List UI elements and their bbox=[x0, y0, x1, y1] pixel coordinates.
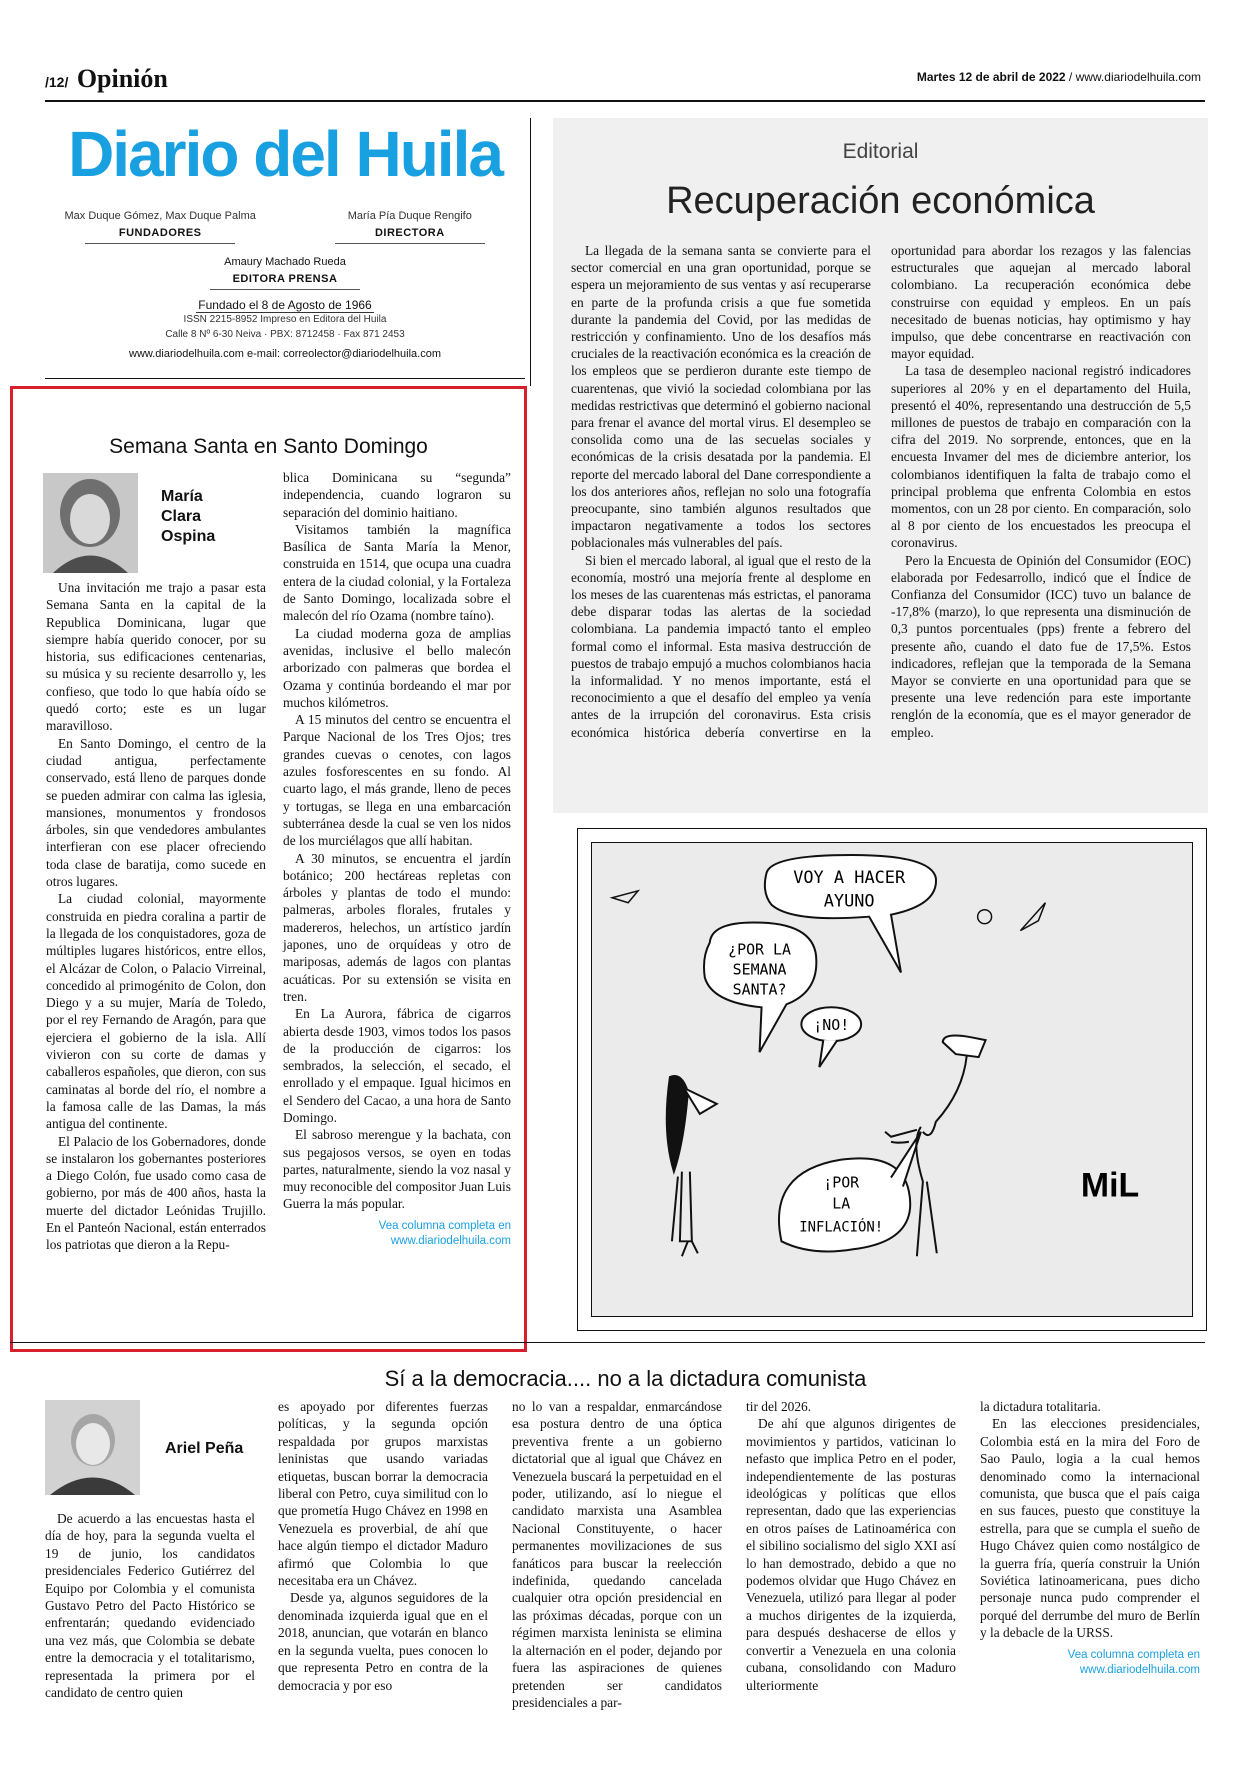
paper-plane-doodle bbox=[612, 891, 638, 903]
cartoon-frame bbox=[577, 828, 1207, 1331]
opinion-column-santo-domingo bbox=[10, 386, 527, 1352]
column-paragraph: En La Aurora, fábrica de cigarros abierta desde 1903, vimos todos los pasos de la producción de cigarros: los sembrados, la selección, el secado, el enrollado y el empaque. Igual hicimos en el Sendero del Cacao, a una hora de Santo Domingo. bbox=[283, 1006, 511, 1125]
address-line: Calle 8 Nº 6-30 Neiva · PBX: 8712458 · Fax 871 2453 bbox=[165, 329, 405, 340]
editorial-title: Recuperación económica bbox=[666, 180, 1095, 222]
column-paragraph: En las elecciones presidenciales, Colombia está en la mira del Foro de Sao Paulo, logia a la cual hemos denominado como la internacional comunista, que busca que el país caiga en sus fauces, puesto que constituye la estrella, para que se cumpla el sueño de Hugo Chávez quien como nostálgico de la guerra fría, quería construir la Unión Soviética latinoamericana, pues dicho personaje nunca pudo comprender el porqué del derrumbe del muro de Berlín y la debacle de la URSS. bbox=[980, 1416, 1200, 1641]
editorial-box bbox=[553, 118, 1208, 813]
author-first-name: María bbox=[161, 488, 203, 505]
column-paragraph: la dictadura totalitaria. bbox=[980, 1399, 1101, 1414]
column-author-2: Ariel Peña bbox=[165, 1440, 244, 1457]
masthead bbox=[45, 110, 525, 380]
column-title-2: Sí a la democracia.... no a la dictadura comunista bbox=[384, 1366, 867, 1391]
full-column-link[interactable] bbox=[283, 1219, 511, 1249]
founded-date bbox=[45, 298, 525, 312]
editor-rule bbox=[210, 289, 360, 290]
web-email-line[interactable]: www.diariodelhuila.com e-mail: correolector@diariodelhuila.com bbox=[129, 348, 441, 360]
column-paragraph: blica Dominicana su “segunda” independencia, cuando lograron su separación del dominio haitiano. bbox=[283, 470, 511, 520]
speech-bubble-3-tail bbox=[819, 1040, 837, 1067]
editorial-body bbox=[571, 242, 1191, 802]
column-2-text-5 bbox=[980, 1398, 1200, 1678]
editor-role: EDITORA PRENSA bbox=[232, 273, 338, 285]
bubble-4-line-3: INFLACIÓN! bbox=[799, 1219, 884, 1236]
author-photo bbox=[43, 473, 138, 573]
director-rule bbox=[335, 243, 485, 244]
page-header-right bbox=[917, 70, 1201, 84]
issue-date: Martes 12 de abril de 2022 bbox=[916, 70, 1066, 84]
header-website: / www.diariodelhuila.com bbox=[1065, 70, 1201, 84]
column-author bbox=[161, 487, 215, 547]
bubble-2-line-3: SANTA? bbox=[732, 980, 787, 999]
editorial-paragraph: La llegada de la semana santa se convierte para el sector comercial en una gran oportunidad, porque se espera un mejoramiento de sus ventas y así recuperarse en parte de la profunda crisis a que fue sometida durante la pandemia del Covid, por las medidas de restricción y confinamiento. Uno de los desafíos más cruciales de la reactivación económica es la creación de los empleos que se perdieron durante este tiempo de cuarentenas, que vivió la sociedad colombiana por las medidas restrictivas que determinó el gobierno nacional para frenar el avance del mortal virus. El desempleo se consolida como una de las secuelas sociales y económicas de la crisis desatada por la pandemia. El reporte del mercado laboral del Dane correspondiente a los dos anteriores años, reflejan no solo una fotografía preocupante, sino también algunos resultados que impactaron negativamente a todos los sectores poblacionales más vulnerables del país. bbox=[571, 243, 871, 551]
column-text-2 bbox=[283, 469, 511, 1249]
cartoon-drawing bbox=[592, 843, 1192, 1316]
link-text: Vea columna completa en bbox=[378, 1219, 511, 1232]
column-text-1 bbox=[46, 579, 266, 1254]
column-paragraph: Visitamos también la magnífica Basílica de Santa María la Menor, construida en 1514, que ocupa una cuadra entera de la ciudad colonial, y la Fortaleza de Santo Domingo, localizada sobre el malecón del río Ozama (nombre taíno). bbox=[283, 521, 511, 624]
bubble-2-line-2: SEMANA bbox=[732, 960, 787, 979]
founders-rule bbox=[85, 243, 235, 244]
column-title: Semana Santa en Santo Domingo bbox=[109, 435, 428, 458]
editor-name: Amaury Machado Rueda bbox=[224, 256, 346, 268]
editorial-paragraph: La tasa de desempleo nacional registró indicadores superiores al 20% y en el departamento del Huila, presentó el 40%, representando una destrucción de 5,5 millones de puestos de trabajo en comparación con la cifra del 2019. No sorprende, entonces, que en la encuesta Invamer del mes de diciembre anterior, los colombianos identifiquen la falta de trabajo como el principal problema que enfrenta Colombia en estos momentos, con un 28 por ciento. En comparación, solo al 8 por ciento de los encuestados les preocupa el coronavirus. bbox=[891, 363, 1191, 551]
author-last-name: Ospina bbox=[161, 528, 216, 545]
director-block bbox=[295, 210, 525, 244]
plane-doodle bbox=[1020, 903, 1045, 931]
column-paragraph: Desde ya, algunos seguidores de la denominada izquierda igual que en el 2018, anuncian, que votarán en blanco en la segunda vuelta, pues conocen lo que representa Petro en contra de la democracia y por eso bbox=[278, 1590, 488, 1693]
founders-role: FUNDADORES bbox=[118, 227, 202, 239]
column-2-text-3 bbox=[512, 1398, 722, 1711]
column-paragraph: tir del 2026. bbox=[746, 1399, 812, 1414]
column-paragraph: La ciudad colonial, mayormente construida en piedra coralina a partir de la llegada de los conquistadores, goza de múltiples lugares históricos, entre ellos, el Alcázar de Colon, o Palacio Virreinal, concedido al primogénito de Colon, don Diego y a su mujer, María de Toledo, por el rey Fernando de Aragón, para que ejerciera el gobierno de la isla. Allí vivieron con su corte de damas y caballeros españoles, que dieron, con sus caminatas al borde del río, el nombre a la famosa calle de las Damas, la más antigua del continente. bbox=[46, 891, 266, 1132]
author-photo-2 bbox=[45, 1400, 140, 1495]
author-portrait-icon-2 bbox=[45, 1400, 140, 1495]
link-url-2[interactable]: www.diariodelhuila.com bbox=[1079, 1663, 1200, 1676]
header-rule bbox=[45, 100, 1205, 102]
page-header-left bbox=[45, 64, 168, 94]
link-url[interactable]: www.diariodelhuila.com bbox=[390, 1234, 511, 1247]
founded-text: Fundado el 8 de Agosto de 1966 bbox=[198, 298, 372, 312]
full-column-link-2[interactable] bbox=[980, 1648, 1200, 1678]
column-paragraph: La ciudad moderna goza de amplias avenidas, inclusive el bello malecón arborizado con palmeras que bordea el Ozama y continúa bordeando el mar por muchos kilómetros. bbox=[283, 625, 511, 710]
column-paragraph: Una invitación me trajo a pasar esta Semana Santa en la capital de la Republica Dominicana, lugar que siempre había querido conocer, por su historia, sus edificaciones centenarias, su música y su reciente desarrollo y, les confieso, que todo lo que había oído se quedó corto; este es un lugar maravilloso. bbox=[46, 580, 266, 734]
column-divider bbox=[530, 118, 531, 386]
column-paragraph: A 15 minutos del centro se encuentra el Parque Nacional de los Tres Ojos; tres grandes cuevas o cenotes, con lagos azules fosforescentes en su fondo. Al cuarto lago, el más grande, lleno de peces y tortugas, se llega en una embarcación subterránea desde la cual se ven los nidos de los murciélagos que allí habitan. bbox=[283, 712, 511, 849]
editorial-kicker: Editorial bbox=[842, 140, 919, 163]
column-paragraph: De acuerdo a las encuestas hasta el día de hoy, para la segunda vuelta el 19 de junio, los candidatos presidenciales Federico Gutiérrez del Equipo por Colombia y el comunista Gustavo Petro del Pacto Histórico se enfrentarán; quedando evidenciado una vez más, que Colombia se debate entre la democracia y el totalitarismo, representada la primera por el candidato de centro quien bbox=[45, 1511, 255, 1701]
column-paragraph: A 30 minutos, se encuentra el jardín botánico; 200 hectáreas repletas con árboles y plantas de todo el mundo: palmeras, arboles florales, frutales y madereros, helechos, un artístico jardín japones, uno de orquídeas y otro de mariposas, además de lagos con plantas acuáticas. Por su extensión se visita en tren. bbox=[283, 850, 511, 1004]
bubble-4-line-1: ¡POR bbox=[823, 1173, 860, 1192]
newspaper-logo: Diario del Huila bbox=[68, 118, 502, 190]
column-paragraph: El Palacio de los Gobernadores, donde se instalaron los gobernantes posteriores a Diego Colón, fue usado como casa de gobierno, por más de 400 años, hasta la muerte del dictador Leónidas Trujillo. En el Panteón Nacional, están enterrados los patriotas que dieron a la Repu- bbox=[46, 1133, 266, 1253]
bubble-1-line-1: VOY A HACER bbox=[793, 866, 906, 887]
column-paragraph: En Santo Domingo, el centro de la ciudad antigua, perfectamente conservado, está lleno de parques donde se pueden admirar con calma las iglesia, mansiones, monumentos y frondosos árboles, sin que vendedores ambulantes interfieran con ese placer ofreciendo toda clase de baratija, como sucede en otros lugares. bbox=[46, 735, 266, 890]
author-middle-name: Clara bbox=[161, 508, 202, 525]
column-2-text-2 bbox=[278, 1398, 488, 1694]
page-number: /12/ bbox=[45, 74, 69, 90]
cartoon-panel bbox=[591, 842, 1193, 1317]
director-role: DIRECTORA bbox=[374, 227, 445, 239]
founders-names: Max Duque Gómez, Max Duque Palma bbox=[64, 210, 256, 222]
sun-doodle bbox=[978, 910, 992, 924]
director-name: María Pía Duque Rengifo bbox=[347, 210, 472, 222]
section-name: Opinión bbox=[76, 64, 168, 93]
masthead-bottom-rule bbox=[45, 378, 525, 379]
editorial-paragraph: Pero la Encuesta de Opinión del Consumidor (EOC) elaborada por Fedesarrollo, indicó que el Índice de Confianza del Consumidor (ICC) tuvo un balance de -17,8% (marzo), lo que representa una disminución de 0,3 puntos porcentuales (pps) frente a febrero del presente año, cuando el dato fue de 17,5%. Estos indicadores, reflejan que la temporada de la Semana Mayor se convierte en una oportunidad para que se presente una leve redención para este importante renglón de la economía, que es el mayor generador de empleo. bbox=[891, 552, 1191, 740]
founders-block bbox=[45, 210, 275, 244]
masthead-credits bbox=[45, 210, 525, 244]
issn-line: ISSN 2215-8952 Impreso en Editora del Huila bbox=[183, 314, 387, 325]
column-2-text-1 bbox=[45, 1510, 255, 1701]
link-text-2: Vea columna completa en bbox=[1067, 1648, 1200, 1661]
bubble-1-line-2: AYUNO bbox=[823, 890, 875, 911]
section-rule bbox=[10, 1342, 1205, 1343]
bubble-3-text: ¡NO! bbox=[813, 1016, 850, 1035]
column-2-text-4 bbox=[746, 1398, 956, 1694]
column-paragraph: El sabroso merengue y la bachata, con sus pegajosos versos, se oyen en todas partes, naturalmente, siendo la voz nasal y muy reconocible del compositor Juan Luis Guerra la más popular. bbox=[283, 1127, 511, 1212]
left-figure bbox=[667, 1076, 717, 1256]
bubble-2-line-1: ¿POR LA bbox=[728, 940, 792, 959]
editorial-paragraph: Si bien el mercado laboral, al igual que el resto de la economía, mostró una mejoría frente al desplome en los meses de las cuarentenas más estrictas, el panorama debe disparar todas las alertas de la sociedad colombiana. La pandemia impactó tanto el empleo formal como el informal. Esta masiva destrucción de puestos de trabajo empujó a muchos colombianos hacia la informalidad. Y no menos importante, está el reconocimiento a que el desafío del empleo ya venía antes de la irrupción del coronavirus. Esta crisis económica histórica debería convertirse en la oportunidad para abordar los rezagos y las falencias estructurales que aquejan al mercado laboral colombiano. La recuperación económica debe construirse con equidad y empleos. En un país necesitado de buenas noticias, hay optimismo y hay impulso, que debe concentrarse en reactivación con mayor equidad. bbox=[571, 243, 1191, 740]
column-paragraph: es apoyado por diferentes fuerzas políticas, y la segunda opción respaldada por grupos marxistas leninistas que usando variadas etiquetas, buscan borrar la democracia liberal con Petro, cuya similitud con lo que prometía Hugo Chávez en 1998 en Venezuela es proverbial, de ahí que hace algún tiempo el dictador Maduro afirmó que Colombia lo que necesitaba era un Chávez. bbox=[278, 1399, 488, 1589]
cartoonist-signature: MiL bbox=[1080, 1166, 1140, 1205]
column-paragraph: De ahí que algunos dirigentes de movimientos y partidos, vaticinan lo nefasto que implica Petro en el poder, independientemente de las posturas ideológicas y políticas que ellos representan, dado que las experiencias en otros países de Latinoamérica con el sibilino socialismo del siglo XXI así lo han demostrado, debido a que no podemos olvidar que Hugo Chávez en Venezuela, utilizó para llegar al poder a muchos dirigentes de la izquierda, para después deshacerse de ellos y convertir a Venezuela en una colonia cubana, consolidando con Maduro ulteriormente bbox=[746, 1416, 956, 1693]
author-portrait-icon bbox=[43, 473, 138, 573]
column-paragraph: no lo van a respaldar, enmarcándose esa postura dentro de una óptica preventiva frente a un gobierno dictatorial que al igual que Chávez en Venezuela buscará la perpetuidad en el poder, utilizando, así lo niegue el candidato marxista una Asamblea Nacional Constituyente, o hacer permanentes movilizaciones de sus fanáticos para buscar la reelección indefinida, quedando cancelada cualquier otra opción presidencial en las próximas décadas, porque con un régimen marxista leninista se elimina la alternación en el poder, dejando por fuera las aspiraciones de quienes pretenden ser candidatos presidenciales a par- bbox=[512, 1399, 722, 1710]
bubble-4-line-2: LA bbox=[832, 1194, 851, 1213]
